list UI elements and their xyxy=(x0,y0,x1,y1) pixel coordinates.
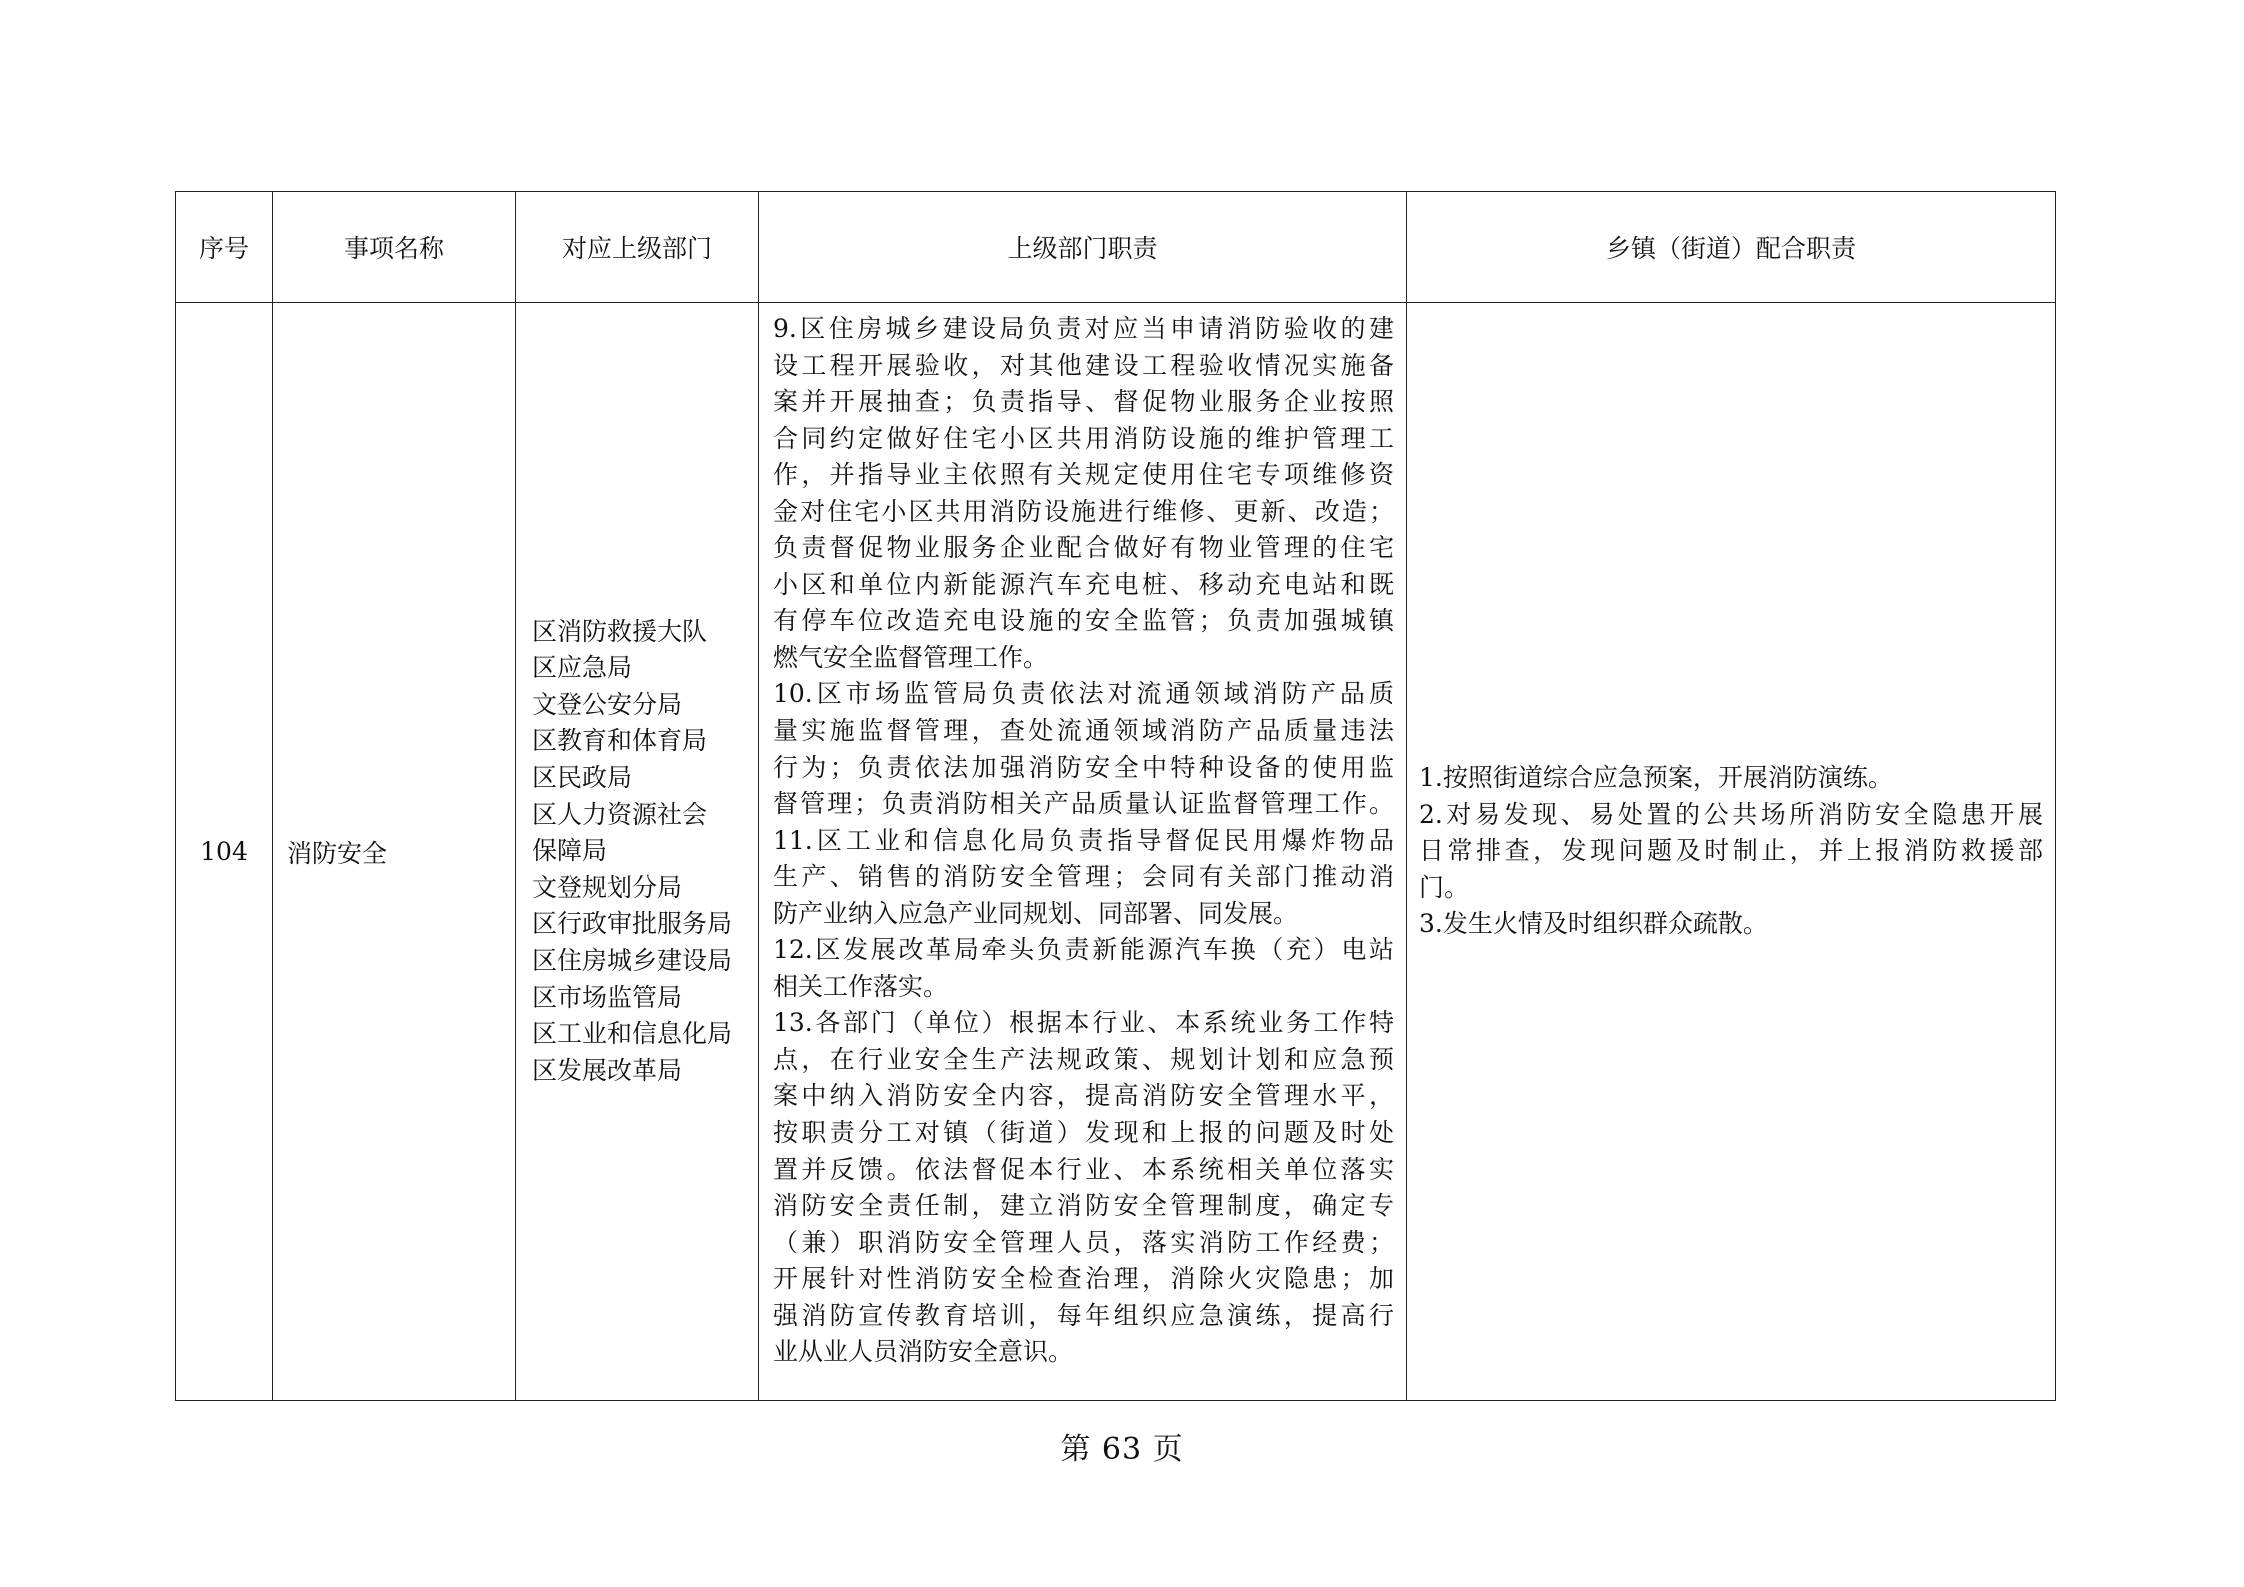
row-upper-duties xyxy=(759,303,1407,1401)
department-line: 文登规划分局 xyxy=(532,872,683,902)
town-duty-line: 日常排查，发现问题及时制止，并上报消防救援部 xyxy=(1419,836,2043,866)
row-item-name: 消防安全 xyxy=(273,303,516,1401)
town-duty-line: 门。 xyxy=(1419,872,1470,902)
upper-duty-line: （兼）职消防安全管理人员，落实消防工作经费； xyxy=(773,1227,1394,1257)
row-departments xyxy=(516,303,759,1401)
department-line: 区应急局 xyxy=(532,653,633,683)
row-number: 104 xyxy=(176,303,273,1401)
upper-duty-line: 量实施监督管理，查处流通领域消防产品质量违法 xyxy=(773,716,1394,746)
upper-duty-line: 置并反馈。依法督促本行业、本系统相关单位落实 xyxy=(773,1154,1394,1184)
upper-duty-line: 强消防宣传教育培训，每年组织应急演练，提高行 xyxy=(773,1300,1394,1330)
upper-duty-line: 合同约定做好住宅小区共用消防设施的维护管理工 xyxy=(773,423,1394,453)
town-duty-line: 2.对易发现、易处置的公共场所消防安全隐患开展 xyxy=(1419,799,2043,829)
department-line: 区工业和信息化局 xyxy=(532,1019,733,1049)
upper-duty-line: 按职责分工对镇（街道）发现和上报的问题及时处 xyxy=(773,1118,1394,1148)
department-line: 区消防救援大队 xyxy=(532,616,708,646)
upper-duty-line: 相关工作落实。 xyxy=(773,971,949,1001)
department-line: 区住房城乡建设局 xyxy=(532,945,733,975)
department-line: 文登公安分局 xyxy=(532,689,683,719)
town-duty-line: 3.发生火情及时组织群众疏散。 xyxy=(1419,909,1768,939)
upper-duty-line: 消防安全责任制，建立消防安全管理制度，确定专 xyxy=(773,1191,1394,1221)
upper-duty-line: 案并开展抽查；负责指导、督促物业服务企业按照 xyxy=(773,387,1394,417)
upper-duty-line: 业从业人员消防安全意识。 xyxy=(773,1337,1074,1367)
upper-duty-line: 督管理；负责消防相关产品质量认证监督管理工作。 xyxy=(773,789,1394,819)
upper-duty-line: 负责督促物业服务企业配合做好有物业管理的住宅 xyxy=(773,533,1394,563)
department-line: 区民政局 xyxy=(532,763,633,793)
department-line: 区行政审批服务局 xyxy=(532,909,733,939)
row-town-duties xyxy=(1407,303,2056,1401)
table-row xyxy=(176,303,2056,1401)
upper-duty-line: 12.区发展改革局牵头负责新能源汽车换（充）电站 xyxy=(773,935,1394,965)
table-header-row xyxy=(176,192,2056,303)
upper-duty-line: 设工程开展验收，对其他建设工程验收情况实施备 xyxy=(773,350,1394,380)
upper-duty-line: 有停车位改造充电设施的安全监管；负责加强城镇 xyxy=(773,606,1394,636)
department-line: 区教育和体育局 xyxy=(532,726,708,756)
upper-duty-line: 防产业纳入应急产业同规划、同部署、同发展。 xyxy=(773,898,1299,928)
upper-duty-line: 点，在行业安全生产法规政策、规划计划和应急预 xyxy=(773,1044,1394,1074)
upper-duty-line: 作，并指导业主依照有关规定使用住宅专项维修资 xyxy=(773,460,1394,490)
header-upper-duties: 上级部门职责 xyxy=(759,192,1407,303)
header-departments: 对应上级部门 xyxy=(516,192,759,303)
upper-duty-line: 9.区住房城乡建设局负责对应当申请消防验收的建 xyxy=(773,314,1394,343)
upper-duty-line: 生产、销售的消防安全管理；会同有关部门推动消 xyxy=(773,862,1394,892)
upper-duty-line: 10.区市场监管局负责依法对流通领域消防产品质 xyxy=(773,679,1394,709)
upper-duty-line: 行为；负责依法加强消防安全中特种设备的使用监 xyxy=(773,752,1394,782)
upper-duty-line: 13.各部门（单位）根据本行业、本系统业务工作特 xyxy=(773,1008,1394,1038)
department-line: 区发展改革局 xyxy=(532,1055,683,1085)
header-number: 序号 xyxy=(176,192,273,303)
upper-duty-line: 燃气安全监督管理工作。 xyxy=(773,642,1049,672)
town-duty-line: 1.按照街道综合应急预案，开展消防演练。 xyxy=(1419,763,1893,793)
header-item-name: 事项名称 xyxy=(273,192,516,303)
upper-duty-line: 案中纳入消防安全内容，提高消防安全管理水平， xyxy=(773,1081,1394,1111)
department-line: 区市场监管局 xyxy=(532,982,683,1012)
upper-duty-line: 开展针对性消防安全检查治理，消除火灾隐患；加 xyxy=(773,1264,1394,1294)
upper-duty-line: 小区和单位内新能源汽车充电桩、移动充电站和既 xyxy=(773,569,1394,599)
department-line: 区人力资源社会 xyxy=(532,799,708,829)
duty-table xyxy=(175,191,2056,1401)
department-line: 保障局 xyxy=(532,836,608,866)
header-town-duties: 乡镇（街道）配合职责 xyxy=(1407,192,2056,303)
upper-duty-line: 11.区工业和信息化局负责指导督促民用爆炸物品 xyxy=(773,825,1394,855)
upper-duty-line: 金对住宅小区共用消防设施进行维修、更新、改造； xyxy=(773,496,1394,526)
page-number: 第 63 页 xyxy=(1060,1432,1184,1467)
